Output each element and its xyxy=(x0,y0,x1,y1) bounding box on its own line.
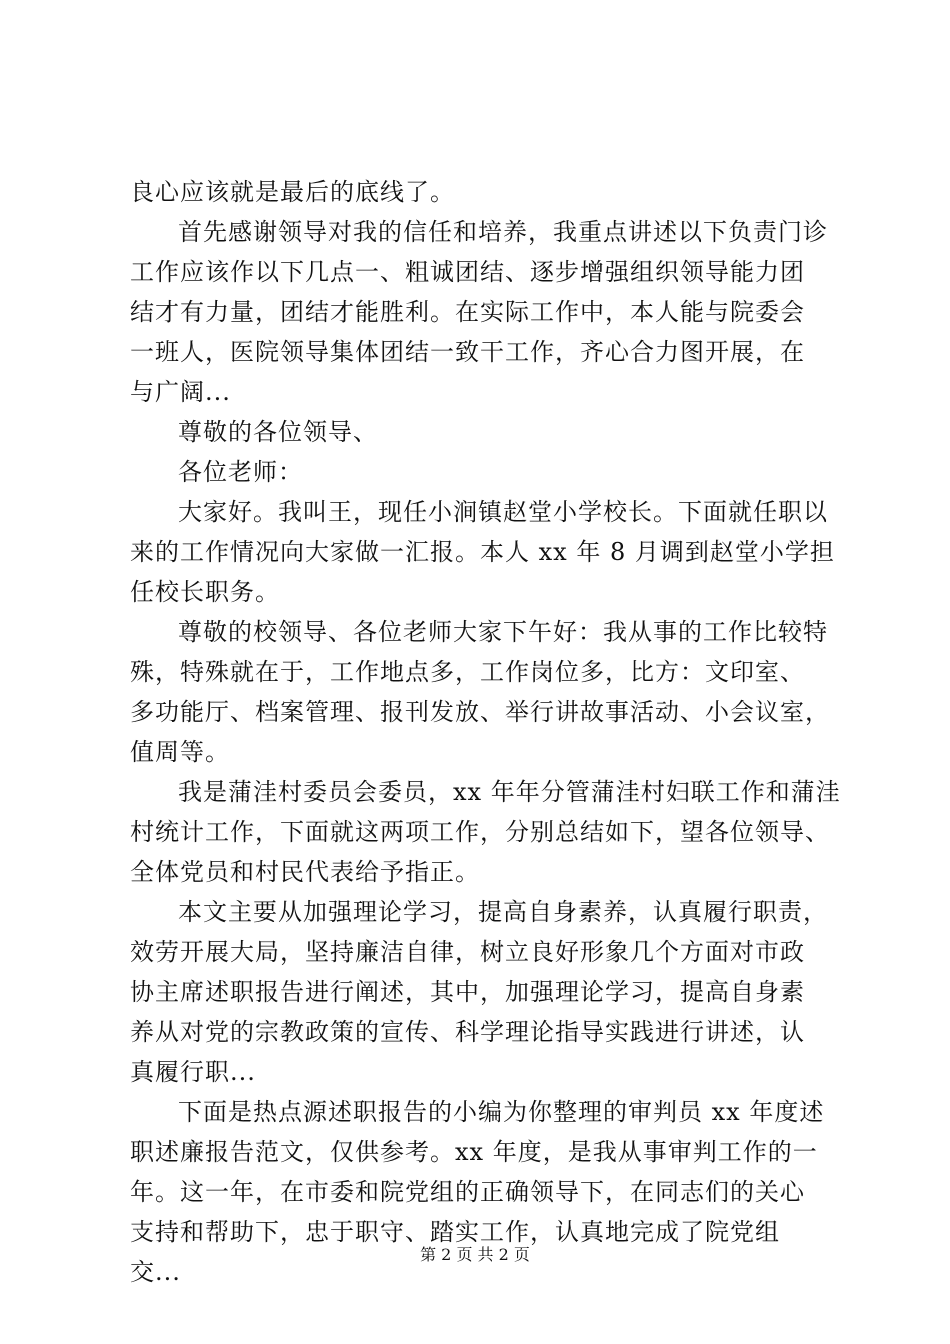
text-line: 年。这一年，在市委和院党组的正确领导下，在同志们的关心 xyxy=(130,1178,805,1206)
text-line: 真履行职... xyxy=(130,1058,256,1086)
text-line: 效劳开展大局，坚持廉洁自律，树立良好形象几个方面对市政 xyxy=(130,938,805,966)
text-line: 一班人，医院领导集体团结一致干工作，齐心合力图开展，在 xyxy=(130,338,805,366)
text-line: 尊敬的校领导、各位老师大家下午好：我从事的工作比较特 xyxy=(178,618,828,646)
text-line: 值周等。 xyxy=(130,738,230,766)
text-line: 我是蒲洼村委员会委员，xx 年年分管蒲洼村妇联工作和蒲洼 xyxy=(178,778,841,806)
page-footer xyxy=(0,1244,950,1266)
text-line: 任校长职务。 xyxy=(130,578,280,606)
text-line: 养从对党的宗教政策的宣传、科学理论指导实践进行讲述，认 xyxy=(130,1018,805,1046)
text-line: 首先感谢领导对我的信任和培养，我重点讲述以下负责门诊 xyxy=(178,218,828,246)
text-line: 职述廉报告范文，仅供参考。xx 年度，是我从事审判工作的一 xyxy=(130,1138,818,1166)
text-line: 本文主要从加强理论学习，提高自身素养，认真履行职责， xyxy=(178,898,828,926)
document-body xyxy=(130,172,841,1292)
text-line: 村统计工作，下面就这两项工作，分别总结如下，望各位领导、 xyxy=(130,818,830,846)
text-line: 多功能厅、档案管理、报刊发放、举行讲故事活动、小会议室， xyxy=(130,698,830,726)
page-number-label: 第 2 页 共 2 页 xyxy=(420,1245,530,1264)
text-line: 各位老师： xyxy=(178,458,303,486)
text-line: 支持和帮助下，忠于职守、踏实工作，认真地完成了院党组 xyxy=(130,1218,780,1246)
text-line: 良心应该就是最后的底线了。 xyxy=(130,178,455,206)
text-line: 工作应该作以下几点一、粗诚团结、逐步增强组织领导能力团 xyxy=(130,258,805,286)
text-line: 全体党员和村民代表给予指正。 xyxy=(130,858,480,886)
text-line: 大家好。我叫王，现任小涧镇赵堂小学校长。下面就任职以 xyxy=(178,498,828,526)
text-line: 协主席述职报告进行阐述，其中，加强理论学习，提高自身素 xyxy=(130,978,805,1006)
text-line: 交... xyxy=(130,1258,181,1286)
text-line: 来的工作情况向大家做一汇报。本人 xx 年 8 月调到赵堂小学担 xyxy=(130,538,835,566)
text-line: 殊，特殊就在于，工作地点多，工作岗位多，比方：文印室、 xyxy=(130,658,805,686)
text-line: 结才有力量，团结才能胜利。在实际工作中，本人能与院委会 xyxy=(130,298,805,326)
text-line: 与广阔... xyxy=(130,378,231,406)
text-line: 尊敬的各位领导、 xyxy=(178,418,378,446)
text-line: 下面是热点源述职报告的小编为你整理的审判员 xx 年度述 xyxy=(178,1098,825,1126)
